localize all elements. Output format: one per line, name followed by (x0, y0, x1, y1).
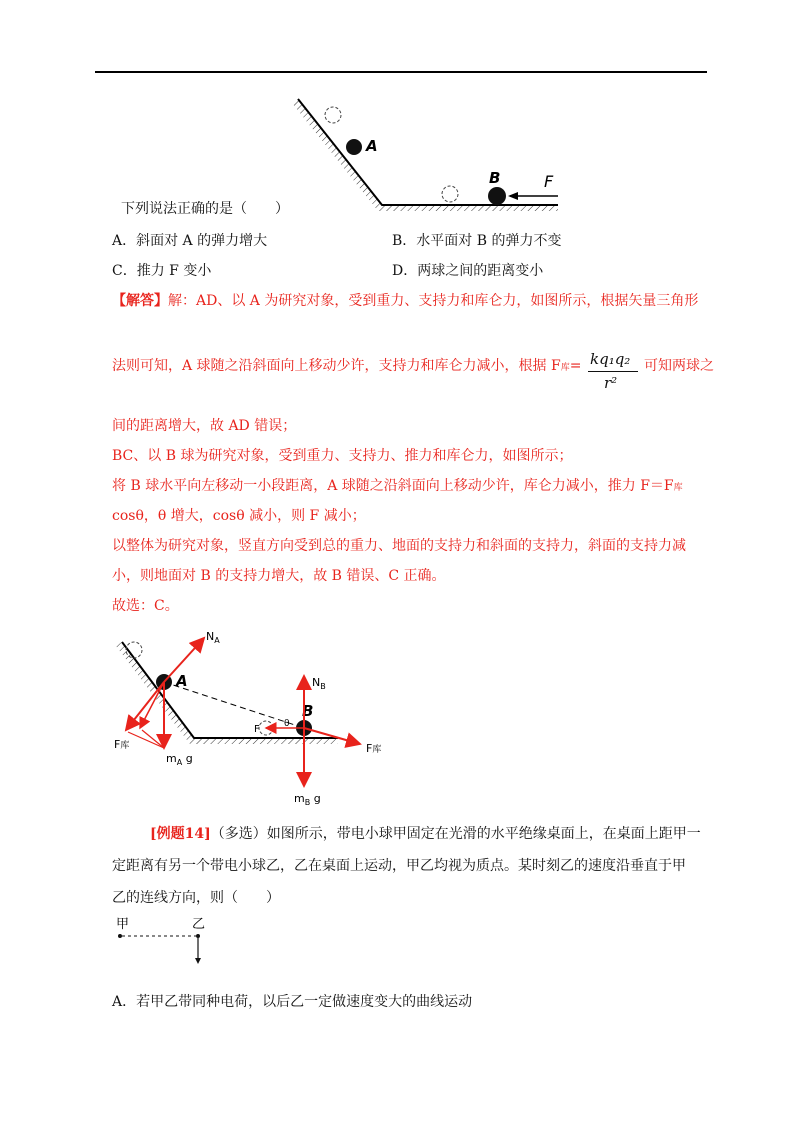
solution-line-5 (112, 476, 683, 498)
example14-tag: [例题14] (150, 826, 211, 842)
ball-a-old-position (325, 107, 341, 123)
solution-text-2-end: 可知两球之 (644, 358, 714, 374)
label-mbg: $m_B$ g (294, 792, 321, 807)
solution-line-9: 故选：C。 (112, 598, 179, 614)
label-b2: B (302, 702, 314, 720)
label-f: F (544, 172, 554, 191)
triangle-side-2 (142, 730, 164, 748)
label-na: $N_A$ (206, 630, 220, 645)
ball-b (488, 187, 506, 205)
force-ku-a-arrow (126, 682, 164, 730)
label-a2: A (176, 672, 188, 690)
example14-line-3: 乙的连线方向，则（ ） (112, 890, 280, 906)
formula-numerator: kq₁q₂ (590, 350, 631, 368)
solution-line-3: 间的距离增大，故 AD 错误； (112, 418, 297, 434)
label-nb: $N_B$ (312, 676, 326, 691)
solution-text-2: 法则可知，A 球随之沿斜面向上移动少许，支持力和库仑力减小，根据 F (112, 358, 561, 374)
label-f-ku-right: F库 (366, 742, 382, 755)
label-jia: 甲 (116, 917, 130, 932)
solution-sub-ku-2: 库 (673, 483, 683, 493)
option-b[interactable]: B．水平面对 B 的弹力不变 (392, 233, 562, 249)
label-mag: $m_A$ g (166, 752, 193, 767)
solution-line-8: 小，则地面对 B 的支持力增大，故 B 错误、C 正确。 (112, 568, 446, 584)
option-a[interactable]: A．斜面对 A 的弹力增大 (112, 233, 268, 249)
question-prompt: 下列说法正确的是（ ） (121, 201, 289, 217)
force-f-arrowhead (508, 192, 518, 200)
ball-jia (118, 934, 122, 938)
solution-line-4: BC、以 B 球为研究对象，受到重力、支持力、推力和库仑力，如图所示； (112, 448, 573, 464)
option-c[interactable]: C．推力 F 变小 (112, 263, 212, 279)
ball-yi (196, 934, 200, 938)
example14-line-2: 定距离有另一个带电小球乙，乙在桌面上运动，甲乙均视为质点。某时刻乙的速度沿垂直于甲 (112, 858, 686, 874)
figure-incline-initial (290, 95, 570, 215)
velocity-arrowhead (195, 958, 201, 964)
label-theta: θ (284, 719, 290, 729)
example14-option-a[interactable]: A．若甲乙带同种电荷，以后乙一定做速度变大的曲线运动 (112, 994, 473, 1010)
label-a: A (366, 137, 378, 155)
example14-line-1 (150, 824, 701, 844)
solution-eq-sign: = (569, 358, 582, 374)
formula-denominator: r² (604, 374, 618, 392)
solution-line-7: 以整体为研究对象，竖直方向受到总的重力、地面的支持力和斜面的支持力，斜面的支持力减 (112, 538, 686, 554)
label-yi: 乙 (192, 917, 206, 932)
solution-sub-ku: 库 (560, 363, 570, 373)
option-d[interactable]: D．两球之间的距离变小 (392, 263, 544, 279)
ball-b-old-position (442, 186, 458, 202)
label-b: B (489, 169, 501, 187)
solution-tag: 【解答】 (112, 293, 168, 309)
ball-a (346, 139, 362, 155)
label-f-ku-left: F库 (114, 738, 130, 751)
coulomb-formula (586, 348, 642, 396)
incline-hatching (292, 99, 558, 211)
formula-bar (588, 371, 638, 372)
figure-force-analysis (108, 620, 428, 810)
solution-line-2 (112, 356, 581, 378)
figure-jia-yi (112, 914, 222, 970)
solution-line-6: cosθ，θ 增大，cosθ 减小，则 F 减小； (112, 508, 366, 524)
solution-text-5: 将 B 球水平向左移动一小段距离，A 球随之沿斜面向上移动少许，库仑力减小，推力 F＝F (112, 478, 674, 494)
label-f2: F (254, 724, 260, 735)
solution-text-1: 解：AD、以 A 为研究对象，受到重力、支持力和库仑力，如图所示，根据矢量三角形 (168, 293, 699, 309)
triangle-side-1 (128, 732, 164, 748)
header-rule (95, 71, 707, 73)
solution-line-1 (112, 291, 698, 311)
example14-text-1: （多选）如图所示，带电小球甲固定在光滑的水平绝缘桌面上，在桌面上距甲一 (210, 826, 701, 842)
